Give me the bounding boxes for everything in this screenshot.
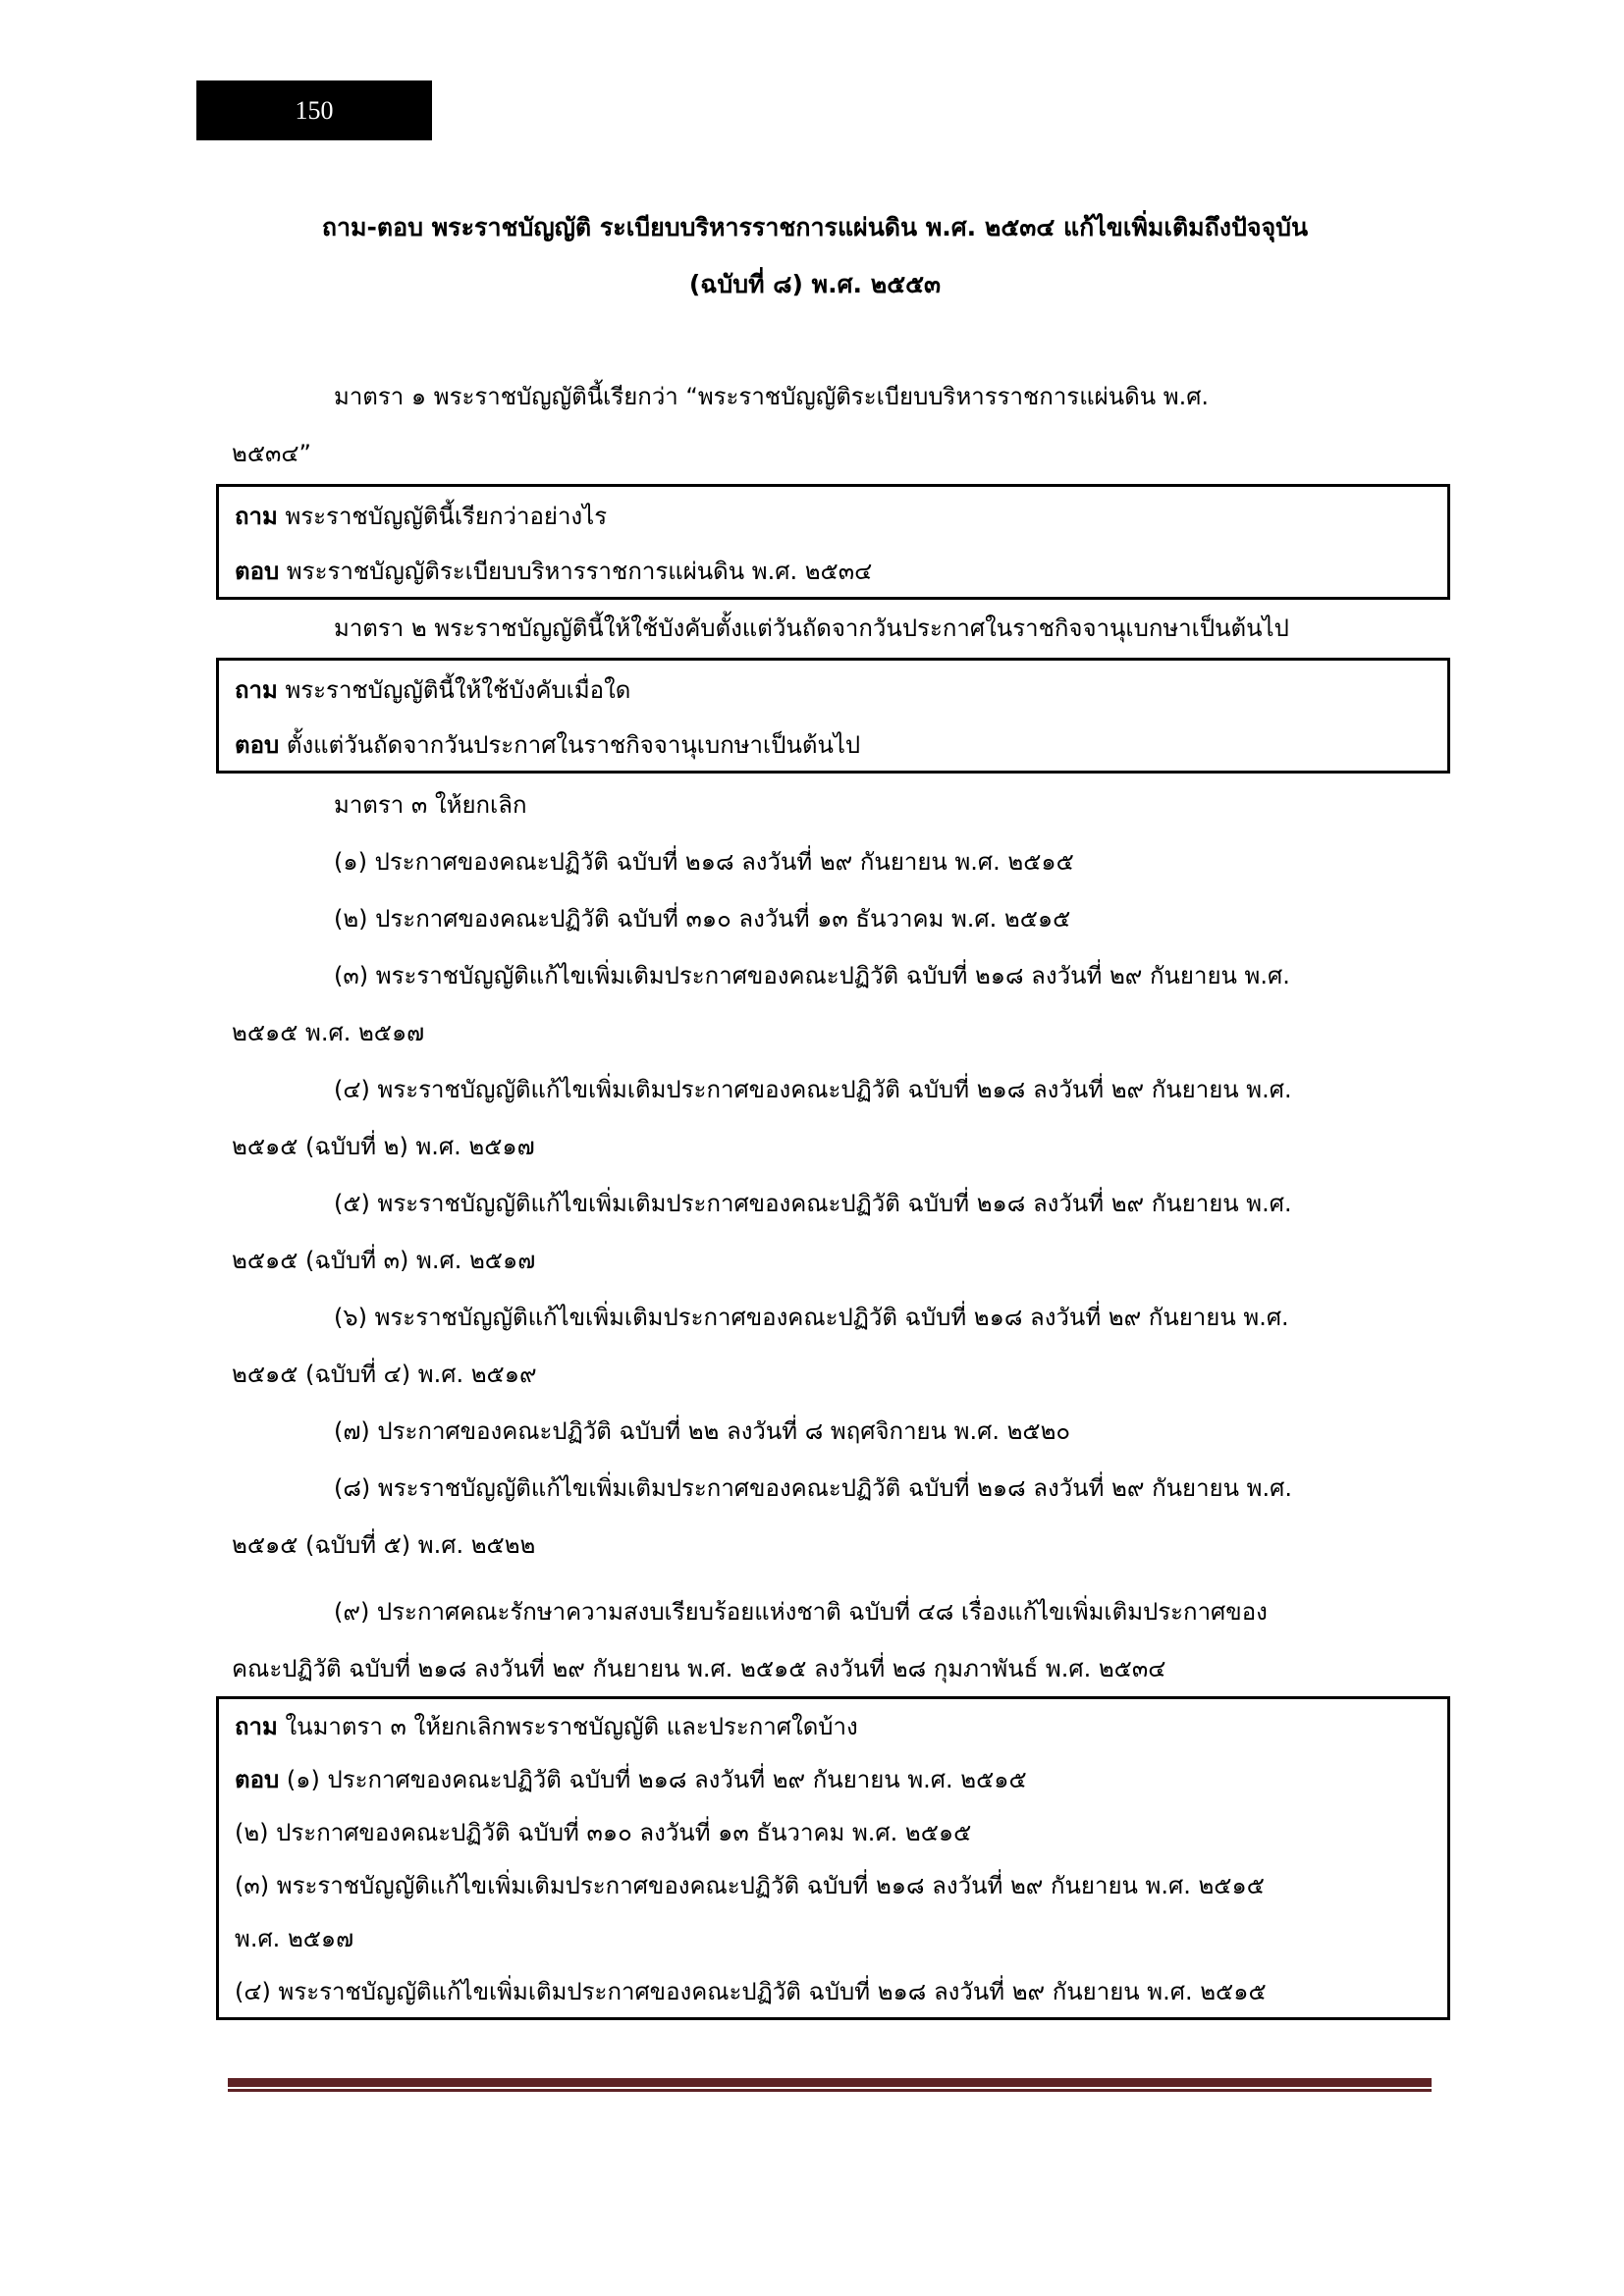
answer-line: (๒) ประกาศของคณะปฏิวัติ ฉบับที่ ๓๑๐ ลงวันที่ ๑๓ ธันวาคม พ.ศ. ๒๕๑๕ — [235, 1819, 972, 1846]
answer-line: (๓) พระราชบัญญัติแก้ไขเพิ่มเติมประกาศของคณะปฏิวัติ ฉบับที่ ๒๑๘ ลงวันที่ ๒๙ กันยายน พ.ศ. ๒๕๑๕ — [235, 1872, 1265, 1899]
qa-box-2 — [216, 658, 1450, 774]
section-1-text: มาตรา ๑ พระราชบัญญัตินี้เรียกว่า “พระราชบัญญัติระเบียบบริหารราชการแผ่นดิน พ.ศ. — [334, 383, 1210, 410]
section-3-item: (๘) พระราชบัญญัติแก้ไขเพิ่มเติมประกาศของคณะปฏิวัติ ฉบับที่ ๒๑๘ ลงวันที่ ๒๙ กันยายน พ.ศ. — [334, 1474, 1292, 1502]
section-3-item-cont: ๒๕๑๕ พ.ศ. ๒๕๑๗ — [232, 1019, 425, 1046]
question-text: พระราชบัญญัตินี้เรียกว่าอย่างไร — [277, 503, 608, 530]
section-2-text: มาตรา ๒ พระราชบัญญัตินี้ให้ใช้บังคับตั้งแต่วันถัดจากวันประกาศในราชกิจจานุเบกษาเป็นต้นไป — [334, 614, 1289, 642]
question — [235, 497, 607, 535]
section-3-item: (๓) พระราชบัญญัติแก้ไขเพิ่มเติมประกาศของคณะปฏิวัติ ฉบับที่ ๒๑๘ ลงวันที่ ๒๙ กันยายน พ.ศ. — [334, 962, 1290, 989]
page-number-badge — [196, 80, 432, 140]
answer — [235, 1760, 1027, 1798]
footer-rule-thin — [228, 2089, 1432, 2092]
footer-rule-thick — [228, 2078, 1432, 2087]
section-3-item-cont: ๒๕๑๕ (ฉบับที่ ๕) พ.ศ. ๒๕๒๒ — [232, 1531, 536, 1559]
answer — [235, 725, 860, 764]
section-3-item: (๗) ประกาศของคณะปฏิวัติ ฉบับที่ ๒๒ ลงวันที่ ๘ พฤศจิกายน พ.ศ. ๒๕๒๐ — [334, 1417, 1071, 1445]
section-3-item: (๔) พระราชบัญญัติแก้ไขเพิ่มเติมประกาศของคณะปฏิวัติ ฉบับที่ ๒๑๘ ลงวันที่ ๒๙ กันยายน พ.ศ. — [334, 1076, 1292, 1103]
section-3-item: (๖) พระราชบัญญัติแก้ไขเพิ่มเติมประกาศของคณะปฏิวัติ ฉบับที่ ๒๑๘ ลงวันที่ ๒๙ กันยายน พ.ศ. — [334, 1304, 1289, 1331]
answer-text: ตั้งแต่วันถัดจากวันประกาศในราชกิจจานุเบกษาเป็นต้นไป — [279, 731, 861, 759]
answer-line: พ.ศ. ๒๕๑๗ — [235, 1925, 354, 1952]
question — [235, 1707, 858, 1745]
document-title-line-2: (ฉบับที่ ๘) พ.ศ. ๒๕๕๓ — [688, 270, 942, 298]
section-3-item: (๑) ประกาศของคณะปฏิวัติ ฉบับที่ ๒๑๘ ลงวันที่ ๒๙ กันยายน พ.ศ. ๒๕๑๕ — [334, 848, 1074, 876]
section-3-item: (๙) ประกาศคณะรักษาความสงบเรียบร้อยแห่งชาติ ฉบับที่ ๔๘ เรื่องแก้ไขเพิ่มเติมประกาศของ — [334, 1598, 1268, 1626]
section-3-item-cont: ๒๕๑๕ (ฉบับที่ ๓) พ.ศ. ๒๕๑๗ — [232, 1247, 536, 1274]
answer — [235, 552, 872, 590]
answer-text: (๑) ประกาศของคณะปฏิวัติ ฉบับที่ ๒๑๘ ลงวันที่ ๒๙ กันยายน พ.ศ. ๒๕๑๕ — [279, 1766, 1027, 1793]
section-3-heading: มาตรา ๓ ให้ยกเลิก — [334, 791, 527, 819]
section-3-item-cont: ๒๕๑๕ (ฉบับที่ ๔) พ.ศ. ๒๕๑๙ — [232, 1361, 537, 1388]
question-label: ถาม — [235, 676, 278, 704]
document-title-line-1: ถาม-ตอบ พระราชบัญญัติ ระเบียบบริหารราชการแผ่นดิน พ.ศ. ๒๕๓๔ แก้ไขเพิ่มเติมถึงปัจจุบัน — [321, 213, 1309, 241]
question-text: พระราชบัญญัตินี้ให้ใช้บังคับเมื่อใด — [277, 676, 631, 704]
page-number: 150 — [295, 95, 334, 125]
question-label: ถาม — [235, 503, 278, 530]
section-3-item-cont: คณะปฏิวัติ ฉบับที่ ๒๑๘ ลงวันที่ ๒๙ กันยายน พ.ศ. ๒๕๑๕ ลงวันที่ ๒๘ กุมภาพันธ์ พ.ศ. ๒๕๓๔ — [232, 1655, 1166, 1682]
section-3-item-cont: ๒๕๑๕ (ฉบับที่ ๒) พ.ศ. ๒๕๑๗ — [232, 1133, 535, 1160]
qa-box-3 — [216, 1696, 1450, 2020]
question — [235, 670, 630, 709]
answer-label: ตอบ — [235, 1766, 280, 1793]
qa-box-1 — [216, 484, 1450, 600]
answer-text: พระราชบัญญัติระเบียบบริหารราชการแผ่นดิน พ.ศ. ๒๕๓๔ — [279, 558, 873, 585]
question-label: ถาม — [235, 1713, 278, 1740]
section-3-item: (๕) พระราชบัญญัติแก้ไขเพิ่มเติมประกาศของคณะปฏิวัติ ฉบับที่ ๒๑๘ ลงวันที่ ๒๙ กันยายน พ.ศ. — [334, 1190, 1292, 1217]
section-1-text-cont: ๒๕๓๔” — [232, 440, 311, 467]
answer-label: ตอบ — [235, 558, 280, 585]
question-text: ในมาตรา ๓ ให้ยกเลิกพระราชบัญญัติ และประกาศใดบ้าง — [277, 1713, 858, 1740]
answer-line: (๔) พระราชบัญญัติแก้ไขเพิ่มเติมประกาศของคณะปฏิวัติ ฉบับที่ ๒๑๘ ลงวันที่ ๒๙ กันยายน พ.ศ. ๒๕๑๕ — [235, 1978, 1267, 2005]
section-3-item: (๒) ประกาศของคณะปฏิวัติ ฉบับที่ ๓๑๐ ลงวันที่ ๑๓ ธันวาคม พ.ศ. ๒๕๑๕ — [334, 905, 1071, 933]
answer-label: ตอบ — [235, 731, 280, 759]
